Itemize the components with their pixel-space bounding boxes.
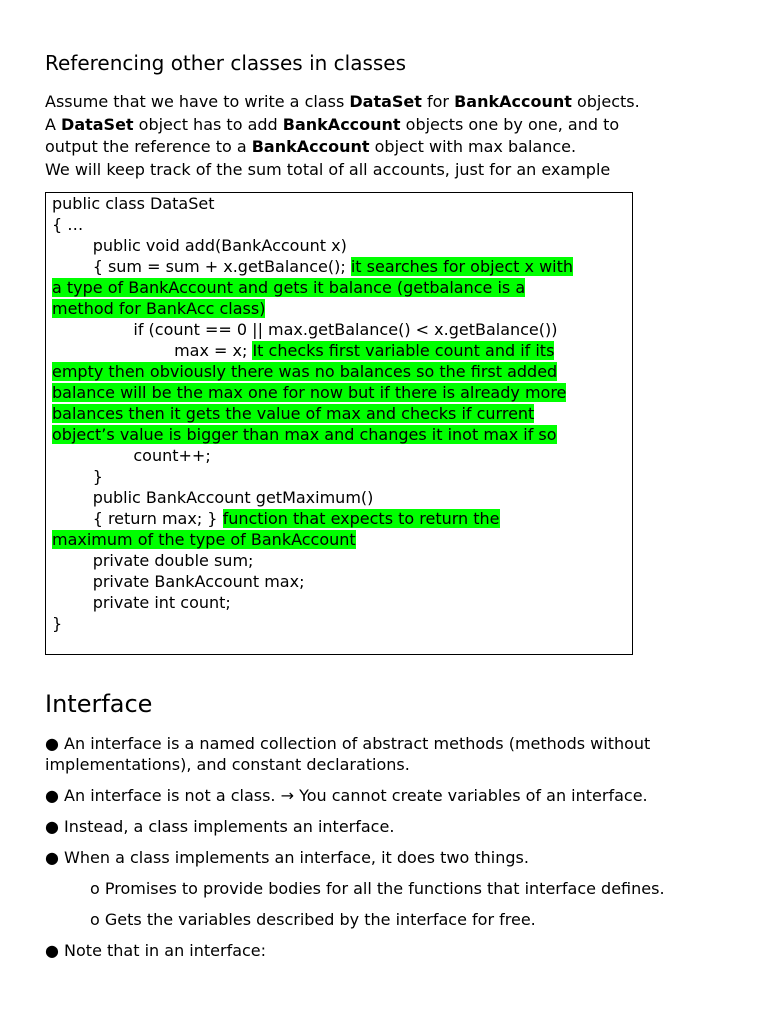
bullet-list	[45, 733, 745, 961]
bold-term: DataSet	[349, 92, 422, 111]
highlighted-note: It checks first variable count and if its	[252, 341, 555, 360]
sub-bullet-item: o Promises to provide bodies for all the functions that interface defines.	[90, 879, 665, 898]
code-line: }	[52, 614, 63, 633]
intro-line: Assume that we have to write a class DataSet for BankAccount objects.	[45, 92, 640, 111]
code-line: public BankAccount getMaximum()	[52, 488, 374, 507]
intro-line: output the reference to a BankAccount object with max balance.	[45, 137, 577, 156]
bullet-item: ● An interface is not a class. → You cannot create variables of an interface.	[45, 786, 648, 805]
code-line: private int count;	[52, 593, 231, 612]
code-line: }	[52, 467, 103, 486]
highlighted-note: empty then obviously there was no balances so the first added	[52, 362, 558, 381]
bold-term: BankAccount	[251, 137, 370, 156]
highlighted-note: balance will be the max one for now but if there is already more	[52, 383, 567, 402]
bullet-item: ● An interface is a named collection of abstract methods (methods without	[45, 734, 651, 753]
code-line	[52, 529, 630, 550]
sub-bullet-item: o Gets the variables described by the interface for free.	[90, 910, 536, 929]
highlighted-note: it searches for object x with	[350, 257, 574, 276]
bold-term: BankAccount	[282, 114, 401, 134]
code-line	[52, 382, 630, 403]
code-line	[52, 361, 630, 382]
highlighted-note: a type of BankAccount and gets it balance (getbalance is a	[52, 278, 526, 297]
code-line	[52, 277, 630, 298]
code-line	[52, 298, 630, 319]
code-listing	[52, 193, 630, 634]
bold-term: DataSet	[61, 114, 134, 134]
intro-line: A DataSet object has to add BankAccount objects one by one, and to	[45, 114, 620, 134]
code-line: private double sum;	[52, 551, 254, 570]
intro-paragraph	[45, 91, 745, 181]
code-line: { sum = sum + x.getBalance(); it searches for object x with	[52, 257, 574, 276]
code-line: private BankAccount max;	[52, 572, 305, 591]
highlighted-note: function that expects to return the	[222, 509, 500, 528]
interface-heading: Interface	[45, 690, 153, 718]
highlighted-note: method for BankAcc class)	[52, 299, 266, 318]
highlighted-note: object’s value is bigger than max and changes it inot max if so	[52, 425, 557, 444]
bullet-item: ● Instead, a class implements an interface.	[45, 817, 395, 836]
bullet-item: implementations), and constant declarations.	[45, 755, 410, 774]
code-line: public class DataSet	[52, 194, 215, 213]
code-line: max = x; It checks first variable count and if its	[52, 341, 555, 360]
bullet-item: ● When a class implements an interface, it does two things.	[45, 848, 529, 867]
code-line: count++;	[52, 446, 211, 465]
code-line: if (count == 0 || max.getBalance() < x.getBalance())	[52, 320, 558, 339]
code-line	[52, 403, 630, 424]
highlighted-note: balances then it gets the value of max and checks if current	[52, 404, 535, 423]
section-heading: Referencing other classes in classes	[45, 51, 407, 75]
highlighted-note: maximum of the type of BankAccount	[52, 530, 356, 549]
bold-term: BankAccount	[454, 92, 572, 111]
code-line: public void add(BankAccount x)	[52, 236, 347, 255]
code-line	[52, 424, 630, 445]
code-box	[45, 192, 633, 655]
code-line: { return max; } function that expects to return the	[52, 509, 500, 528]
bullet-item: ● Note that in an interface:	[45, 941, 267, 960]
code-line: { …	[52, 215, 84, 234]
intro-line: We will keep track of the sum total of all accounts, just for an example	[45, 159, 611, 179]
